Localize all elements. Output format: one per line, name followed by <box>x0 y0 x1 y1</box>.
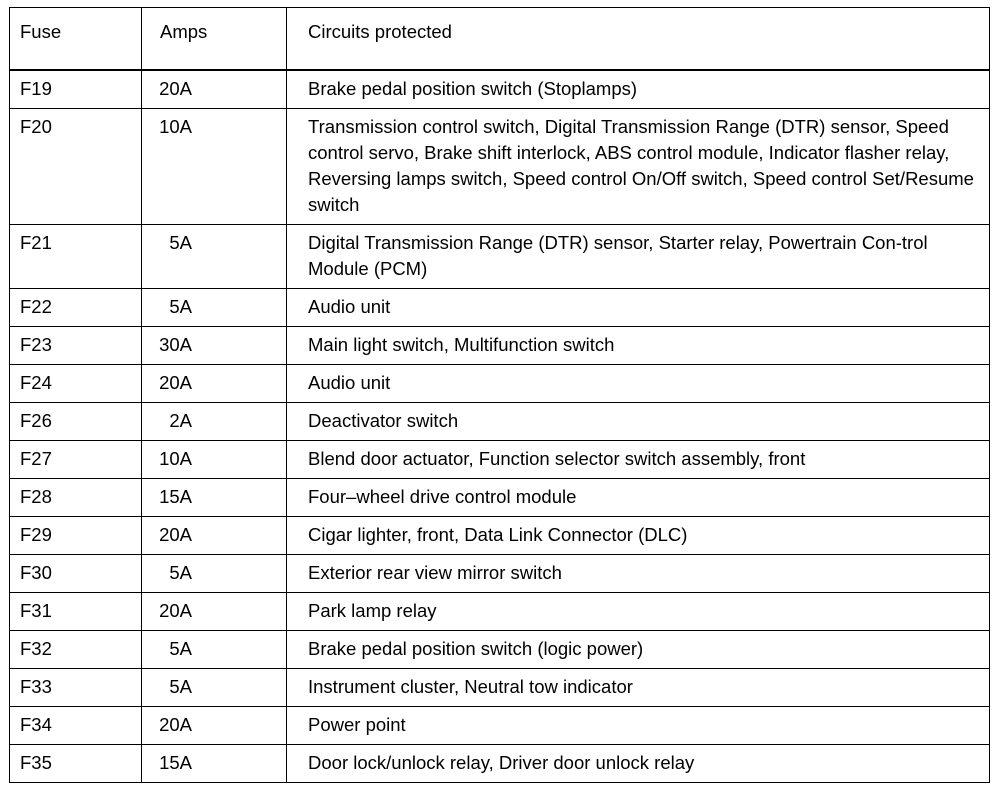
amps-cell <box>142 440 287 478</box>
amps-cell <box>142 516 287 554</box>
header-amps: Amps <box>142 8 287 70</box>
fuse-cell: F30 <box>10 554 142 592</box>
table-row <box>10 630 990 668</box>
amps-value: 20A <box>159 371 192 393</box>
amps-cell <box>142 744 287 782</box>
amps-cell <box>142 288 287 326</box>
table-row <box>10 108 990 224</box>
amps-value: 20A <box>159 599 192 621</box>
amps-value: 2A <box>169 409 192 431</box>
fuse-cell: F29 <box>10 516 142 554</box>
amps-cell <box>142 224 287 288</box>
table-row <box>10 516 990 554</box>
amps-cell <box>142 554 287 592</box>
amps-value: 15A <box>159 485 192 507</box>
amps-cell <box>142 108 287 224</box>
fuse-cell: F34 <box>10 706 142 744</box>
header-circuits: Circuits protected <box>287 8 990 70</box>
amps-value: 30A <box>159 333 192 355</box>
amps-value: 10A <box>159 447 192 469</box>
amps-value: 5A <box>169 295 192 317</box>
amps-value: 20A <box>159 77 192 99</box>
circuits-cell: Deactivator switch <box>287 402 990 440</box>
amps-value: 5A <box>169 231 192 253</box>
table-row <box>10 440 990 478</box>
fuse-cell: F20 <box>10 108 142 224</box>
fuse-cell: F23 <box>10 326 142 364</box>
circuits-cell: Audio unit <box>287 288 990 326</box>
amps-cell <box>142 478 287 516</box>
table-row <box>10 668 990 706</box>
circuits-cell: Door lock/unlock relay, Driver door unlock relay <box>287 744 990 782</box>
table-row <box>10 288 990 326</box>
table-row <box>10 478 990 516</box>
amps-cell <box>142 70 287 109</box>
fuse-cell: F19 <box>10 70 142 109</box>
header-row <box>10 8 990 70</box>
amps-value: 5A <box>169 675 192 697</box>
table-row <box>10 554 990 592</box>
circuits-cell: Digital Transmission Range (DTR) sensor, Starter relay, Powertrain Con-trol Module (PCM) <box>287 224 990 288</box>
amps-cell <box>142 630 287 668</box>
table-row <box>10 224 990 288</box>
amps-cell <box>142 592 287 630</box>
fuse-cell: F22 <box>10 288 142 326</box>
fuse-cell: F33 <box>10 668 142 706</box>
amps-value: 15A <box>159 751 192 773</box>
table-row <box>10 70 990 109</box>
amps-value: 10A <box>159 115 192 137</box>
circuits-cell: Blend door actuator, Function selector switch assembly, front <box>287 440 990 478</box>
amps-cell <box>142 326 287 364</box>
amps-value: 5A <box>169 637 192 659</box>
circuits-cell: Cigar lighter, front, Data Link Connector (DLC) <box>287 516 990 554</box>
amps-value: 20A <box>159 713 192 735</box>
circuits-cell: Exterior rear view mirror switch <box>287 554 990 592</box>
amps-cell <box>142 402 287 440</box>
table-row <box>10 326 990 364</box>
circuits-cell: Main light switch, Multifunction switch <box>287 326 990 364</box>
fuse-rows <box>10 70 990 783</box>
fuse-cell: F28 <box>10 478 142 516</box>
table-row <box>10 364 990 402</box>
fuse-table <box>9 7 990 783</box>
table-row <box>10 402 990 440</box>
table-row <box>10 744 990 782</box>
header-fuse: Fuse <box>10 8 142 70</box>
amps-value: 20A <box>159 523 192 545</box>
fuse-cell: F27 <box>10 440 142 478</box>
table-row <box>10 706 990 744</box>
fuse-cell: F26 <box>10 402 142 440</box>
circuits-cell: Power point <box>287 706 990 744</box>
table-row <box>10 592 990 630</box>
amps-value: 5A <box>169 561 192 583</box>
circuits-cell: Instrument cluster, Neutral tow indicator <box>287 668 990 706</box>
fuse-cell: F35 <box>10 744 142 782</box>
amps-cell <box>142 668 287 706</box>
amps-cell <box>142 364 287 402</box>
fuse-cell: F24 <box>10 364 142 402</box>
circuits-cell: Transmission control switch, Digital Transmission Range (DTR) sensor, Speed control servo, Brake shift interlock, ABS control module, Indicator flasher relay, Reversing lamps switch, Speed control On/Off switch, Speed control Set/Resume switch <box>287 108 990 224</box>
amps-cell <box>142 706 287 744</box>
circuits-cell: Brake pedal position switch (logic power) <box>287 630 990 668</box>
circuits-cell: Brake pedal position switch (Stoplamps) <box>287 70 990 109</box>
fuse-cell: F21 <box>10 224 142 288</box>
fuse-cell: F31 <box>10 592 142 630</box>
fuse-cell: F32 <box>10 630 142 668</box>
circuits-cell: Audio unit <box>287 364 990 402</box>
circuits-cell: Four–wheel drive control module <box>287 478 990 516</box>
circuits-cell: Park lamp relay <box>287 592 990 630</box>
